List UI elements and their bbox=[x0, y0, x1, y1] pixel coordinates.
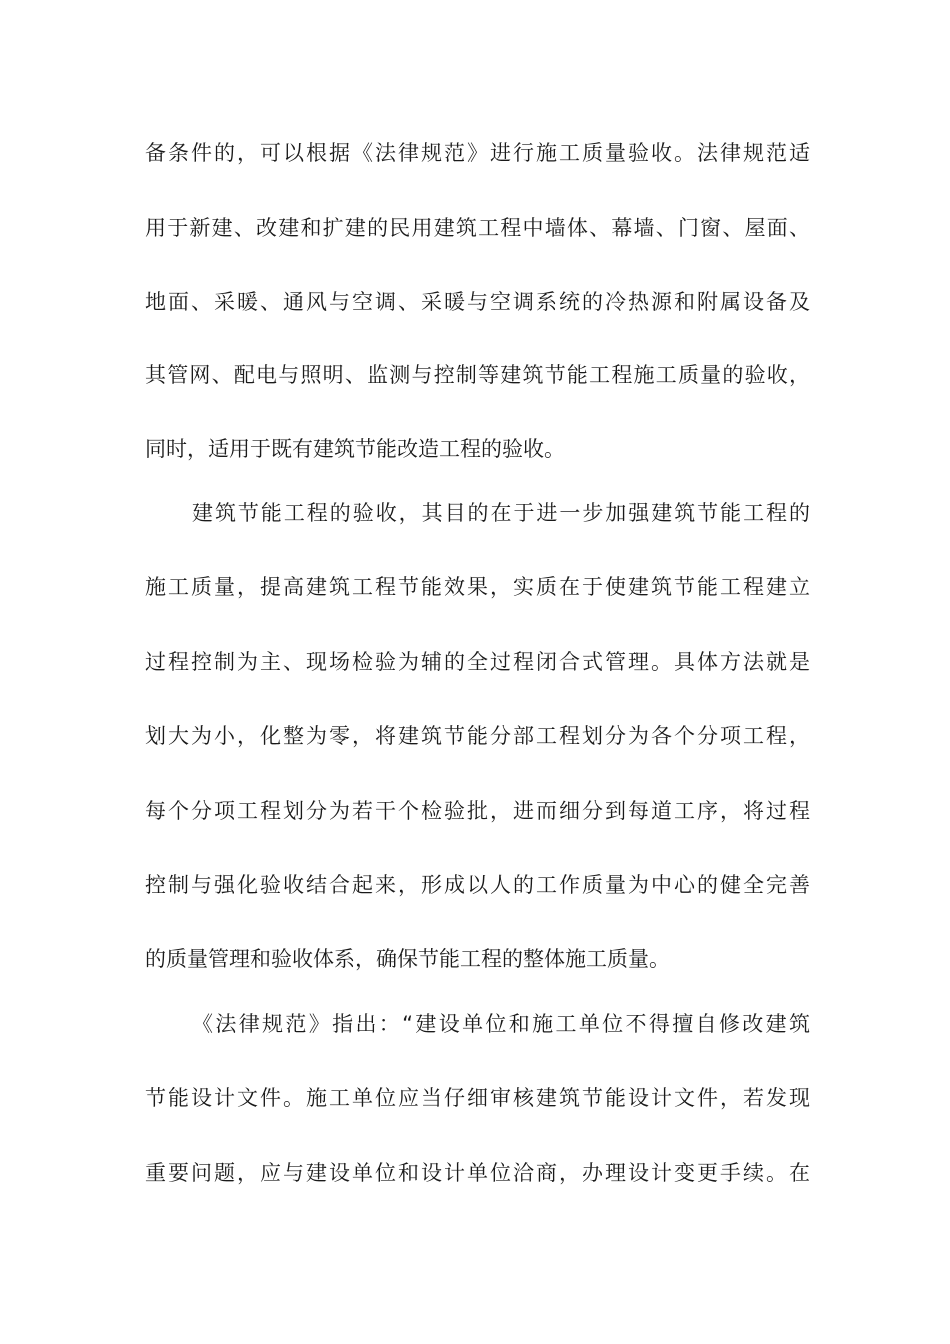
text-line: 过程控制为主、现场检验为辅的全过程闭合式管理。具体方法就是 bbox=[145, 650, 810, 674]
text-line: 的质量管理和验收体系，确保节能工程的整体施工质量。 bbox=[145, 947, 670, 971]
text-line: 地面、采暖、通风与空调、采暖与空调系统的冷热源和附属设备及 bbox=[145, 290, 810, 314]
text-line: 划大为小，化整为零，将建筑节能分部工程划分为各个分项工程， bbox=[145, 724, 810, 748]
text-line: 备条件的，可以根据《法律规范》进行施工质量验收。法律规范适 bbox=[145, 141, 810, 165]
text-line: 每个分项工程划分为若干个检验批，进而细分到每道工序，将过程 bbox=[145, 799, 810, 823]
text-line: 施工质量，提高建筑工程节能效果，实质在于使建筑节能工程建立 bbox=[145, 575, 810, 599]
text-line: 用于新建、改建和扩建的民用建筑工程中墙体、幕墙、门窗、屋面、 bbox=[145, 216, 810, 240]
text-line: 重要问题，应与建设单位和设计单位洽商，办理设计变更手续。在 bbox=[145, 1161, 810, 1185]
text-line: 控制与强化验收结合起来，形成以人的工作质量为中心的健全完善 bbox=[145, 873, 810, 897]
paragraph-first-line: 建筑节能工程的验收，其目的在于进一步加强建筑节能工程的 bbox=[192, 501, 810, 525]
text-line: 其管网、配电与照明、监测与控制等建筑节能工程施工质量的验收， bbox=[145, 363, 810, 387]
paragraph-first-line: 《法律规范》指出：“建设单位和施工单位不得擅自修改建筑 bbox=[192, 1012, 810, 1036]
text-line: 同时，适用于既有建筑节能改造工程的验收。 bbox=[145, 437, 565, 461]
text-line: 节能设计文件。施工单位应当仔细审核建筑节能设计文件，若发现 bbox=[145, 1086, 810, 1110]
